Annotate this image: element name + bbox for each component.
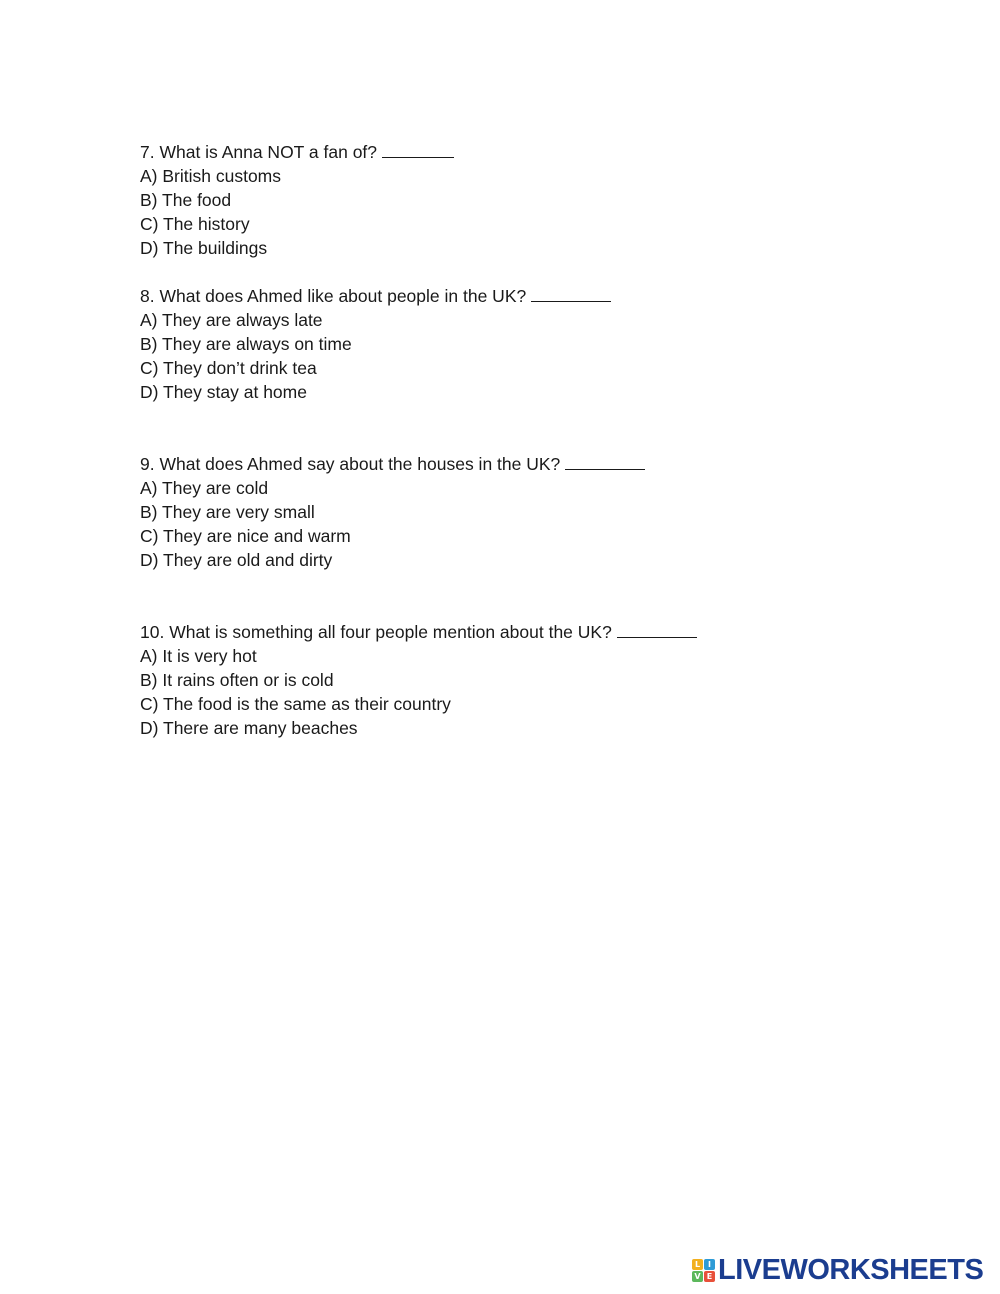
question-10 [140,620,900,740]
question-prompt: 9. What does Ahmed say about the houses in the UK? [140,452,900,476]
answer-option: B) The food [140,190,232,210]
question-8 [140,284,900,404]
spacer [140,572,900,620]
answer-option: C) They don’t drink tea [140,358,317,378]
question-list [140,140,900,740]
answer-option: B) They are always on time [140,334,352,354]
answer-option: C) The food is the same as their country [140,694,451,714]
answer-option: D) The buildings [140,238,268,258]
answer-option: A) They are cold [140,478,269,498]
question-9 [140,452,900,572]
answer-option: B) It rains often or is cold [140,670,334,690]
spacer [140,404,900,452]
answer-blank[interactable] [531,286,611,302]
answer-option: A) They are always late [140,310,323,330]
answer-option: A) British customs [140,166,281,186]
answer-option: B) They are very small [140,502,315,522]
liveworksheets-logo [692,1256,983,1284]
answer-option: C) They are nice and warm [140,526,351,546]
logo-mark-icon: L I V E [692,1259,715,1282]
answer-option: D) There are many beaches [140,718,358,738]
answer-blank[interactable] [617,622,697,638]
question-prompt: 10. What is something all four people mention about the UK? [140,620,900,644]
spacer [140,260,900,284]
question-prompt: 7. What is Anna NOT a fan of? [140,140,900,164]
logo-text: LIVEWORKSHEETS [718,1254,984,1286]
question-7 [140,140,900,260]
answer-option: D) They stay at home [140,382,307,402]
answer-blank[interactable] [565,454,645,470]
question-prompt: 8. What does Ahmed like about people in the UK? [140,284,900,308]
answer-option: D) They are old and dirty [140,550,333,570]
answer-option: A) It is very hot [140,646,257,666]
answer-blank[interactable] [382,142,454,158]
answer-option: C) The history [140,214,250,234]
